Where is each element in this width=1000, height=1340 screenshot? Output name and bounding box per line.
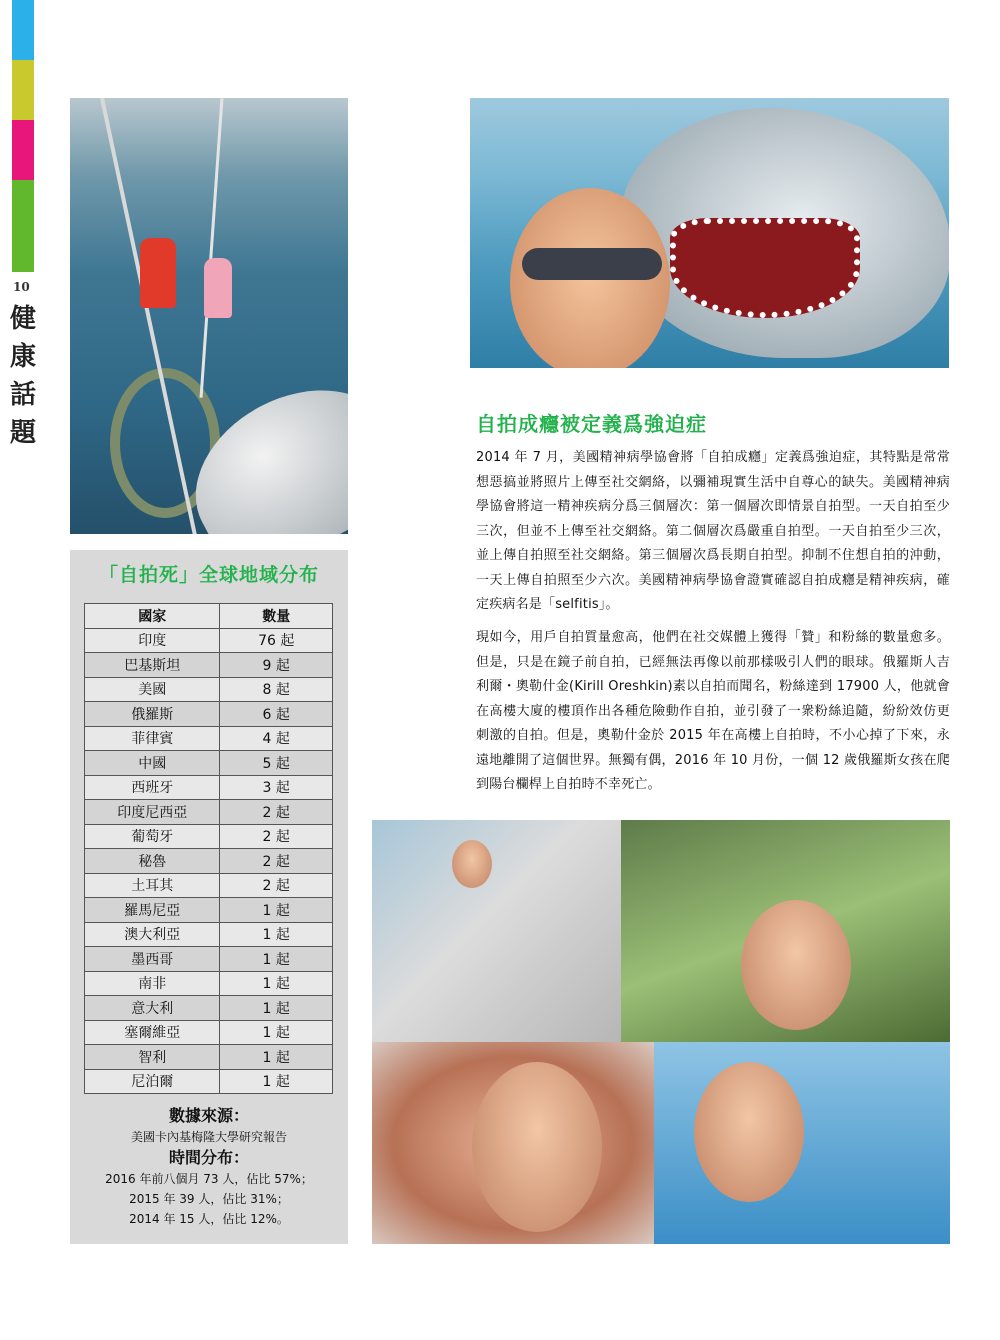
- page-number: 10: [13, 280, 30, 294]
- table-row: [85, 922, 333, 947]
- shark-selfie-photo: [470, 98, 949, 368]
- count-cell: 1 起: [220, 971, 333, 996]
- person-figure: [452, 840, 492, 888]
- time-line: 2015 年 39 人，佔比 31%；: [129, 1192, 289, 1206]
- table-row: [85, 726, 333, 751]
- country-cell: 西班牙: [85, 775, 220, 800]
- table-row: [85, 824, 333, 849]
- color-strip-pink: [12, 120, 34, 180]
- time-line: 2014 年 15 人，佔比 12%。: [129, 1212, 289, 1226]
- table-row: [85, 653, 333, 678]
- table-row: [85, 971, 333, 996]
- table-row: [85, 1020, 333, 1045]
- count-cell: 6 起: [220, 702, 333, 727]
- country-cell: 巴基斯坦: [85, 653, 220, 678]
- table-row: [85, 849, 333, 874]
- panel-title: 「自拍死」全球地域分布: [98, 564, 319, 586]
- count-cell: 4 起: [220, 726, 333, 751]
- count-cell: 2 起: [220, 873, 333, 898]
- time-line: 2016 年前八個月 73 人，佔比 57%；: [105, 1172, 313, 1186]
- rooftop-selfie-photo: [372, 820, 621, 1042]
- country-cell: 南非: [85, 971, 220, 996]
- country-cell: 美國: [85, 677, 220, 702]
- table-row: [85, 947, 333, 972]
- section-title: 健康話題: [9, 304, 36, 448]
- person-figure: [694, 1062, 804, 1202]
- deaths-by-country-table: [84, 603, 333, 1094]
- source-text: 美國卡內基梅隆大學研究報告: [130, 1130, 287, 1144]
- count-cell: 3 起: [220, 775, 333, 800]
- count-cell: 2 起: [220, 800, 333, 825]
- table-row: [85, 800, 333, 825]
- country-cell: 印度: [85, 628, 220, 653]
- table-row: [85, 898, 333, 923]
- person-figure: [204, 258, 232, 318]
- swim-goggles: [522, 248, 662, 280]
- count-cell: 5 起: [220, 751, 333, 776]
- person-figure: [472, 1062, 602, 1232]
- underwater-shark-selfie-photo: [654, 1042, 950, 1244]
- scream-selfie-photo: [372, 1042, 654, 1244]
- color-strip-blue: [12, 0, 34, 60]
- table-row: [85, 677, 333, 702]
- table-row: [85, 996, 333, 1021]
- country-cell: 尼泊爾: [85, 1069, 220, 1094]
- country-cell: 塞爾維亞: [85, 1020, 220, 1045]
- country-cell: 土耳其: [85, 873, 220, 898]
- country-cell: 印度尼西亞: [85, 800, 220, 825]
- column-header: 數量: [220, 604, 333, 629]
- bridge-cable: [200, 98, 224, 397]
- color-strip-green: [12, 180, 34, 272]
- country-cell: 羅馬尼亞: [85, 898, 220, 923]
- shark-mouth: [670, 218, 860, 318]
- count-cell: 1 起: [220, 1020, 333, 1045]
- table-row: [85, 751, 333, 776]
- country-cell: 菲律賓: [85, 726, 220, 751]
- statistics-panel: [70, 550, 348, 1244]
- count-cell: 9 起: [220, 653, 333, 678]
- country-cell: 中國: [85, 751, 220, 776]
- count-cell: 2 起: [220, 824, 333, 849]
- table-header-row: [85, 604, 333, 629]
- count-cell: 1 起: [220, 1069, 333, 1094]
- bear-selfie-photo: [621, 820, 950, 1042]
- column-header: 國家: [85, 604, 220, 629]
- source-block: [70, 1105, 348, 1229]
- table-row: [85, 873, 333, 898]
- country-cell: 意大利: [85, 996, 220, 1021]
- country-cell: 俄羅斯: [85, 702, 220, 727]
- table-row: [85, 702, 333, 727]
- table-row: [85, 775, 333, 800]
- count-cell: 1 起: [220, 996, 333, 1021]
- country-cell: 智利: [85, 1045, 220, 1070]
- country-cell: 葡萄牙: [85, 824, 220, 849]
- article-heading: 自拍成癮被定義爲強迫症: [476, 412, 707, 436]
- count-cell: 1 起: [220, 947, 333, 972]
- country-cell: 秘魯: [85, 849, 220, 874]
- time-heading: 時間分布：: [168, 1148, 249, 1167]
- bridge-selfie-photo: [70, 98, 348, 534]
- count-cell: 1 起: [220, 1045, 333, 1070]
- count-cell: 1 起: [220, 898, 333, 923]
- person-figure: [741, 900, 851, 1030]
- count-cell: 1 起: [220, 922, 333, 947]
- source-heading: 數據來源：: [168, 1106, 249, 1125]
- person-figure: [140, 238, 176, 308]
- country-cell: 墨西哥: [85, 947, 220, 972]
- count-cell: 2 起: [220, 849, 333, 874]
- selfie-collage-photo: [372, 820, 950, 1244]
- article-paragraph-1: 2014 年 7 月，美國精神病學協會將「自拍成癮」定義爲強迫症，其特點是常常想惡搞並將照片上傳至社交網絡，以彌補現實生活中自尊心的缺失。美國精神病學協會將這一精神疾病分爲三個層次：第一個層次即情景自拍型。一天自拍至少三次，但並不上傳至社交網絡。第二個層次爲嚴重自拍型。一天自拍至少三次，並上傳自拍照至社交網絡。第三個層次爲長期自拍型。抑制不住想自拍的沖動，一天上傳自拍照至少六次。美國精神病學協會證實確認自拍成癮是精神疾病，確定疾病名是「selfitis」。: [476, 450, 950, 612]
- count-cell: 8 起: [220, 677, 333, 702]
- color-strip-yellow: [12, 60, 34, 120]
- country-cell: 澳大利亞: [85, 922, 220, 947]
- table-row: [85, 1045, 333, 1070]
- table-row: [85, 1069, 333, 1094]
- table-row: [85, 628, 333, 653]
- article-paragraph-2: 現如今，用戶自拍質量愈高，他們在社交媒體上獲得「贊」和粉絲的數量愈多。但是，只是在鏡子前自拍，已經無法再像以前那樣吸引人們的眼球。俄羅斯人吉利爾・奧勒什金(Kirill Oreshkin)素以自拍而聞名，粉絲達到 17900 人，他就會在高樓大廈的樓頂作出各種危險動作自拍，並引發了一衆粉絲追隨，紛紛效仿更刺激的自拍。但是，奧勒什金於 2015 年在高樓上自拍時，不小心掉了下來，永遠地離開了這個世界。無獨有偶，2016 年 10 月份，一個 12 歲俄羅斯女孩在爬到陽台欄桿上自拍時不幸死亡。: [476, 630, 950, 792]
- count-cell: 76 起: [220, 628, 333, 653]
